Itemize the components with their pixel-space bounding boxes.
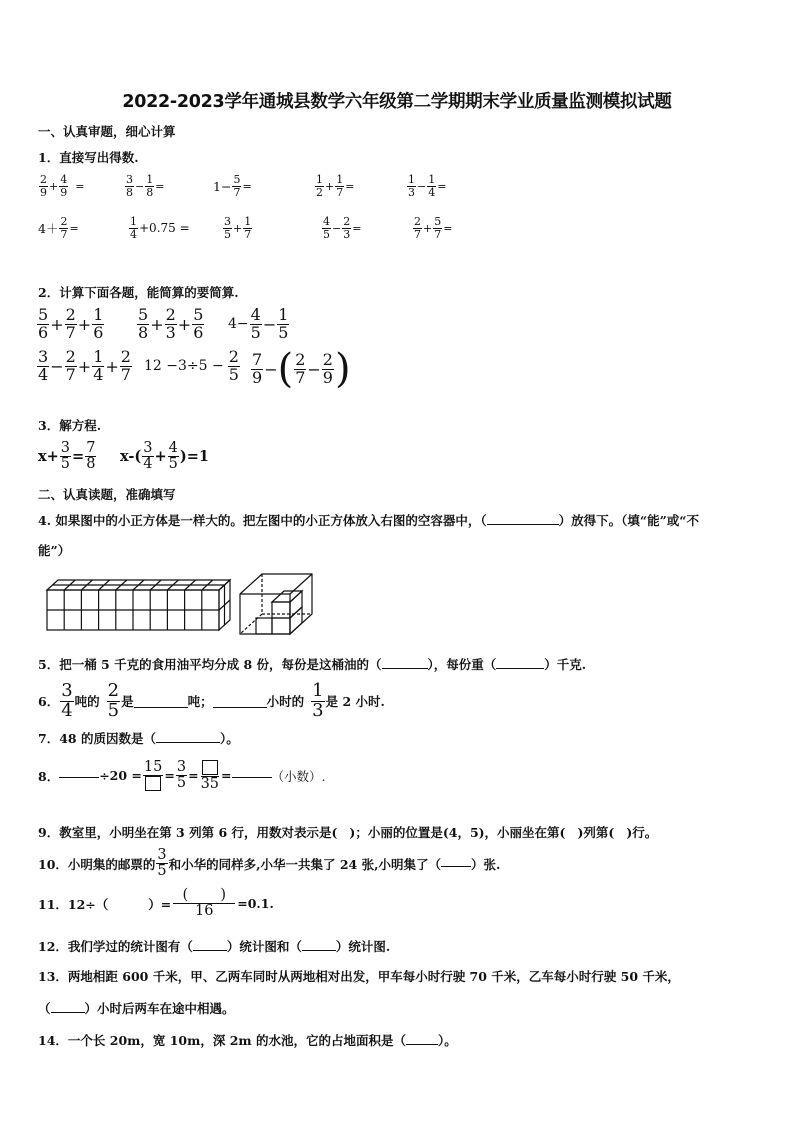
q11-text: 11．12÷（ ）= $\frac{( )}{16}$ =0.1. bbox=[38, 887, 274, 920]
q2-item-b: $\frac{5}{8}$ + $\frac{2}{3}$ + $\frac{5}{6}$ bbox=[138, 305, 204, 342]
right-container-box bbox=[240, 574, 312, 634]
q3-equation-a: x+ $\frac{3}{5}$ = $\frac{7}{8}$ bbox=[38, 440, 96, 473]
q14-text: 14．一个长 20m，宽 10m，深 2m 的水池，它的占地面积是（ ）。 bbox=[38, 1033, 457, 1048]
q1-item-e: $\frac{1}{3}$ − $\frac{1}{4}$ = bbox=[408, 173, 447, 199]
q2-item-e: 12 −3÷5 − $\frac{2}{5}$ bbox=[144, 347, 239, 384]
q13-text: 13．两地相距 600 千米，甲、乙两车同时从两地相对出发，甲车每小时行驶 70 千米，乙车每小时行驶 50 千米， bbox=[38, 969, 680, 984]
q2-item-d: $\frac{3}{4}$ − $\frac{2}{7}$ + $\frac{1}{4}$ + $\frac{2}{7}$ bbox=[38, 347, 131, 384]
q8-text: 8． ÷20 = 15 = $\frac{3}{5}$ = 35 = （小数）. bbox=[38, 759, 326, 792]
q2-item-a: $\frac{5}{6}$ + $\frac{2}{7}$ + $\frac{1}{6}$ bbox=[38, 305, 104, 342]
q2-item-c: 4− $\frac{4}{5}$ − $\frac{1}{5}$ bbox=[228, 305, 289, 342]
q10-text: 10．小明集的邮票的 $\frac{3}{5}$ 和小华的同样多,小华一共集了 24 张,小明集了（ ）张. bbox=[38, 847, 501, 880]
q1-item-j: $\frac{2}{7}$ + $\frac{5}{7}$ = bbox=[414, 215, 453, 241]
q9-text: 9．教室里，小明坐在第 3 列第 6 行，用数对表示是( )；小丽的位置是(4，5)，小丽坐在第( )列第( )行。 bbox=[38, 825, 658, 840]
q8-blank-denominator[interactable] bbox=[145, 776, 161, 791]
q6-text: 6． $\frac{3}{4}$ 吨的 $\frac{2}{5}$ 是 吨； 小时的 $\frac{1}{3}$ 是 2 小时. bbox=[38, 680, 385, 721]
q2-item-f: $\frac{7}{9}$ − ( $\frac{2}{7}$ − $\frac{2}{9}$ ) bbox=[252, 346, 351, 392]
q8-blank-numerator[interactable] bbox=[202, 760, 218, 775]
q1-item-a: $\frac{2}{9}$ + $\frac{4}{9}$ = bbox=[40, 173, 85, 199]
q1-item-i: $\frac{4}{5}$ − $\frac{2}{3}$ = bbox=[323, 215, 362, 241]
q12-text: 12．我们学过的统计图有（ ）统计图和（ ）统计图. bbox=[38, 939, 391, 954]
q1-item-g: $\frac{1}{4}$ +0.75 = bbox=[130, 215, 190, 241]
page-title: 2022-2023学年通城县数学六年级第二学期期末学业质量监测模拟试题 bbox=[122, 92, 672, 112]
q4-text-cont: 能”） bbox=[38, 543, 71, 558]
q7-text: 7．48 的质因数是（ ）。 bbox=[38, 731, 239, 746]
q13-text-cont: （ ）小时后两车在途中相遇。 bbox=[38, 1001, 235, 1016]
q2-label: 2．计算下面各题，能简算的要简算. bbox=[38, 285, 239, 300]
q1-item-f: 4＋ $\frac{2}{7}$ = bbox=[38, 215, 79, 241]
q3-label: 3．解方程. bbox=[38, 418, 102, 433]
q4-cube-figures bbox=[44, 572, 334, 640]
q1-item-h: $\frac{3}{5}$ + $\frac{1}{7}$ bbox=[224, 215, 252, 241]
q3-equation-b: x-( $\frac{3}{4}$ + $\frac{4}{5}$ )=1 bbox=[120, 440, 210, 473]
section-2-heading: 二、认真读题，准确填写 bbox=[38, 487, 176, 502]
q5-text: 5．把一桶 5 千克的食用油平均分成 8 份，每份是这桶油的（ ），每份重（ ）千克. bbox=[38, 657, 587, 672]
q4-text: 4. 如果图中的小正方体是一样大的。把左图中的小正方体放入右图的空容器中，（ ）放得下。（填“能”或“不 bbox=[38, 513, 699, 528]
q1-item-d: $\frac{1}{2}$ + $\frac{1}{7}$ = bbox=[316, 173, 355, 199]
section-1-heading: 一、认真审题，细心计算 bbox=[38, 124, 176, 139]
q1-item-c: 1− $\frac{5}{7}$ = bbox=[213, 173, 252, 199]
q1-label: 1．直接写出得数. bbox=[38, 150, 139, 165]
q1-item-b: $\frac{3}{8}$ − $\frac{1}{8}$ = bbox=[126, 173, 165, 199]
left-cube-stack bbox=[47, 580, 230, 630]
